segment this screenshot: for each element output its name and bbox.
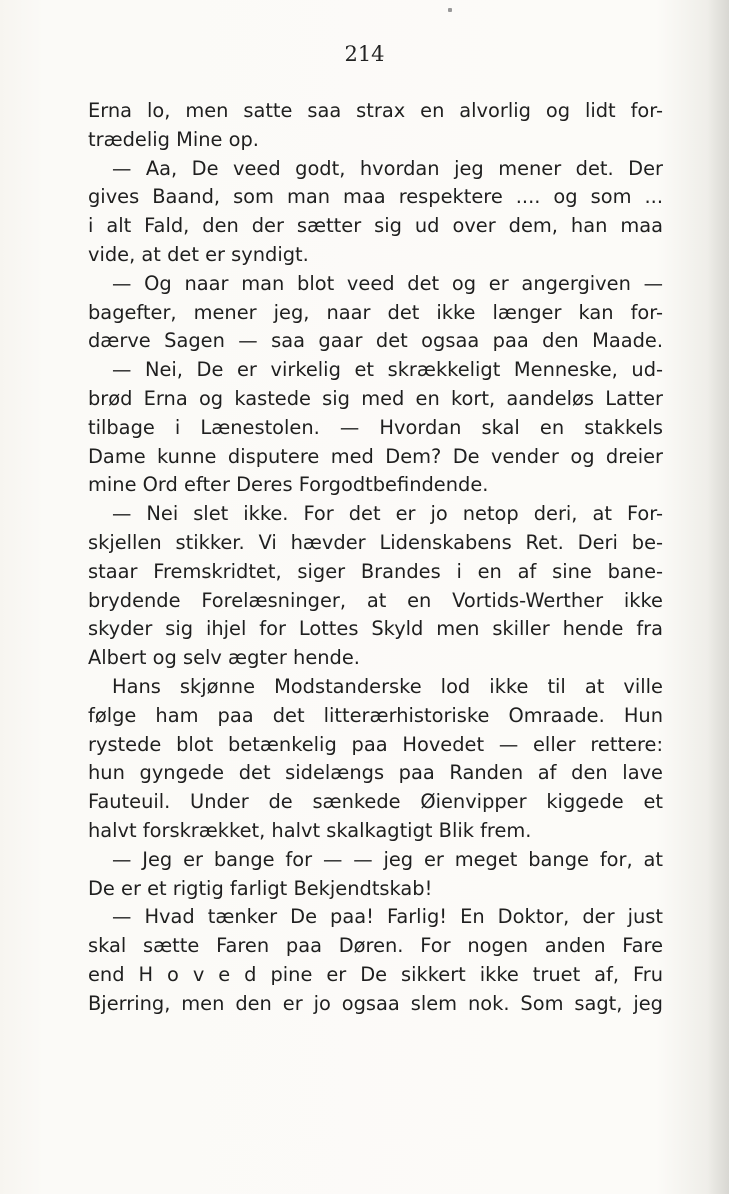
text-line: — Nei, De er virkelig et skrækkeligt Menneske, ud- (112, 358, 663, 382)
text-line: De er et rigtig farligt Bekjendtskab! (88, 876, 433, 900)
text-line: tilbage i Lænestolen. — Hvordan skal en stakkels (88, 415, 663, 439)
page-number: 214 (344, 42, 385, 66)
text-line: rystede blot betænkelig paa Hovedet — eller rettere: (88, 732, 663, 756)
text-line: Erna lo, men satte saa strax en alvorlig og lidt for- (88, 99, 663, 122)
text-line: Albert og selv ægter hende. (88, 646, 360, 670)
text-line: end H o v e d pine er De sikkert ikke truet af, Fru (88, 962, 663, 986)
text-line: — Aa, De veed godt, hvordan jeg mener det. Der (112, 156, 663, 180)
page-speck (448, 8, 452, 12)
text-line: halvt forskrækket, halvt skalkagtigt Blik frem. (88, 818, 532, 842)
text-line: — Nei slet ikke. For det er jo netop deri, at For- (112, 502, 663, 526)
text-line: vide, at det er syndigt. (88, 242, 309, 266)
text-line: i alt Fald, den der sætter sig ud over dem, han maa (88, 214, 663, 238)
text-line: skyder sig ihjel for Lottes Skyld men skiller hende fra (88, 617, 663, 641)
text-line: Dame kunne disputere med Dem? De vender og dreier (88, 444, 663, 468)
text-line: dærve Sagen — saa gaar det ogsaa paa den Maade. (88, 329, 663, 353)
text-line: brød Erna og kastede sig med en kort, aandeløs Latter (88, 386, 663, 410)
body-text (88, 97, 663, 1019)
text-line: brydende Forelæsninger, at en Vortids-Werther ikke (88, 588, 663, 612)
text-line: bagefter, mener jeg, naar det ikke længer kan for- (88, 300, 663, 324)
text-line: gives Baand, som man maa respektere .... og som ... (88, 185, 663, 209)
text-line: Fauteuil. Under de sænkede Øienvipper kiggede et (88, 790, 663, 814)
text-line: trædelig Mine op. (88, 127, 259, 151)
text-line: hun gyngede det sidelængs paa Randen af den lave (88, 761, 663, 785)
text-line: — Jeg er bange for — — jeg er meget bange for, at (112, 847, 663, 871)
text-line: — Og naar man blot veed det og er angergiven — (112, 271, 663, 295)
text-line: Bjerring, men den er jo ogsaa slem nok. Som sagt, jeg (88, 991, 663, 1015)
text-line: mine Ord efter Deres Forgodtbefindende. (88, 473, 489, 497)
text-line: — Hvad tænker De paa! Farlig! En Doktor, der just (112, 905, 663, 929)
text-line: følge ham paa det litterærhistoriske Omraade. Hun (88, 703, 663, 727)
text-line: staar Fremskridtet, siger Brandes i en af sine bane- (88, 559, 663, 583)
text-line: skjellen stikker. Vi hævder Lidenskabens Ret. Deri be- (88, 530, 663, 554)
text-line: Hans skjønne Modstanderske lod ikke til at ville (112, 674, 663, 698)
text-line: skal sætte Faren paa Døren. For nogen anden Fare (88, 934, 663, 958)
